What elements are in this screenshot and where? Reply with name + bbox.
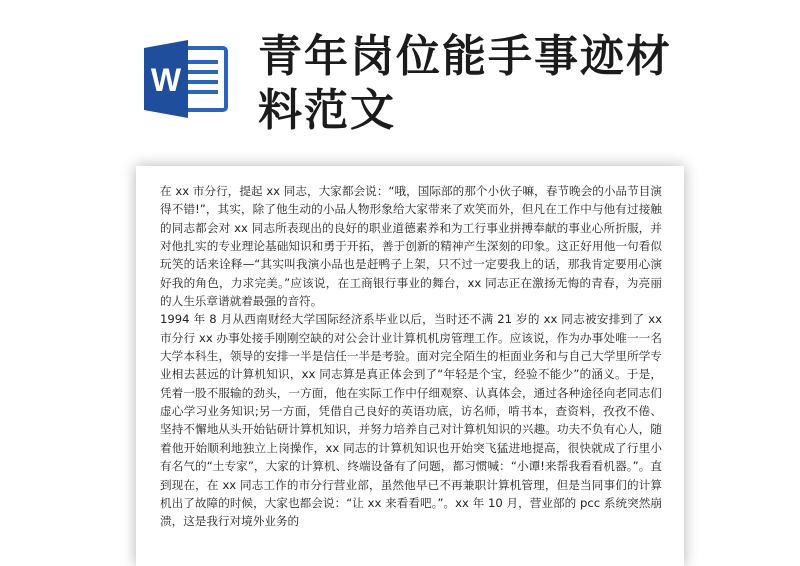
document-page <box>136 166 684 566</box>
word-icon <box>142 38 230 120</box>
page-title: 青年岗位能手事迹材料范文 <box>258 31 672 136</box>
paragraph: 在 xx 市分行，提起 xx 同志，大家都会说：“哦，国际部的那个小伙子嘛，春节晚会的小品节目演得不错!”，其实，除了他生动的小品人物形象给大家带来了欢笑而外，但凡在工作中与他有过接触的同志都会对 xx 同志所表现出的良好的职业道德素养和为工行事业拼搏奉献的事业心所折服，并对他扎实的专业理论基础知识和勇于开拓，善于创新的精神产生深刻的印象。这正好用他一句看似玩笑的话来诠释—“其实叫我演小品也是赶鸭子上架，只不过一定要我上的话，那我肯定要用心演好我的角色，力求完美。”应该说，在工商银行事业的舞台，xx 同志正在激扬无悔的青春，为亮丽的人生乐章谱就着最强的音符。 <box>160 184 662 309</box>
word-icon-letter: W <box>150 62 182 98</box>
paragraph: 1994 年 8 月从西南财经大学国际经济系毕业以后，当时还不满 21 岁的 xx 同志被安排到了 xx 市分行 xx 办事处接手刚刚空缺的对公会计业计算机机房管理工作。应该说，作为办事处唯一一名大学本科生，领导的安排一半是信任一半是考验。面对完全陌生的柜面业务和与自己大学里所学专业相去甚远的计算机知识，xx 同志算是真正体会到了“年轻是个宝，经验不能少”的涵义。于是，凭着一股不服输的劲头，一方面，他在实际工作中仔细观察、认真体会，通过各种途径向老同志们虚心学习业务知识;另一方面，凭借自己良好的英语功底，访名师，啃书本，查资料，孜孜不倦、坚持不懈地从头开始钻研计算机知识，并努力培养自己对计算机知识的兴趣。功夫不负有心人，随着他开始顺利地独立上岗操作，xx 同志的计算机知识也开始突飞猛进地提高，很快就成了行里小有名气的“土专家”，大家的计算机、终端设备有了问题，都习惯喊：“小谭!来帮我看看机器。”。直到现在，在 xx 同志工作的市分行营业部，虽然他早已不再兼职计算机管理，但是当同事们的计算机出了故障的时候，大家也都会说：“让 xx 来看看吧。”。xx 年 10 月，营业部的 pcc 系统突然崩溃，这是我行对境外业务的 <box>160 312 662 529</box>
document-body <box>160 182 662 531</box>
document-header <box>0 0 800 150</box>
